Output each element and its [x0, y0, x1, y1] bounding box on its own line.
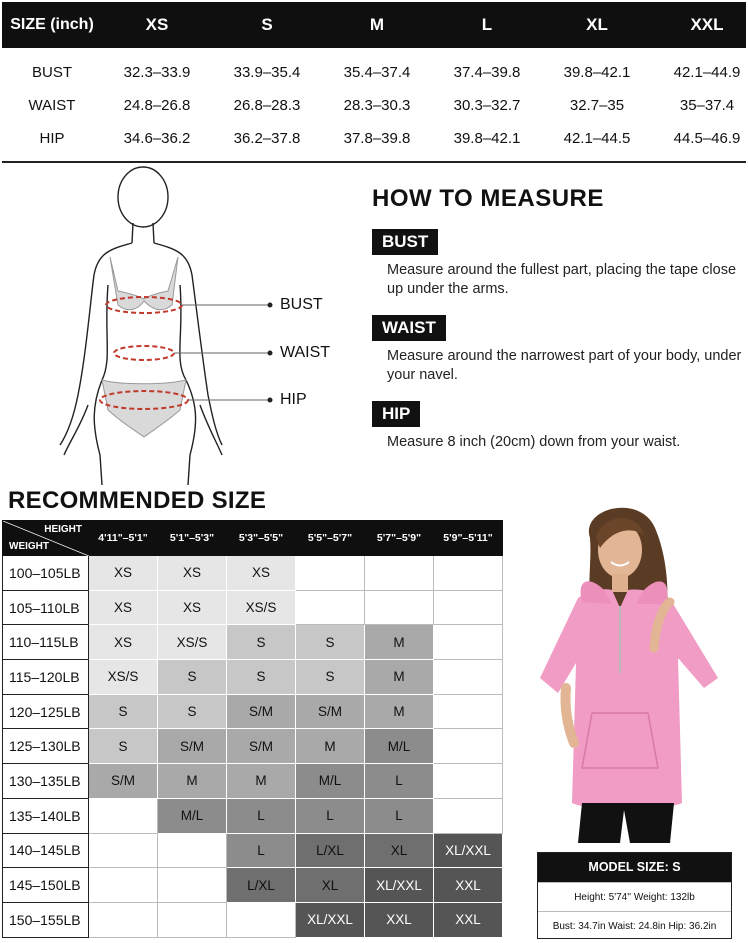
- model-photo: [520, 498, 745, 843]
- size-cell: 32.7–35: [569, 97, 625, 114]
- size-row-label: BUST: [31, 64, 72, 81]
- weight-row: [3, 660, 503, 695]
- size-recommendation-cell: XS: [158, 556, 227, 591]
- figure-label-bust: BUST: [280, 296, 323, 313]
- recommended-size-title: RECOMMENDED SIZE: [8, 487, 267, 514]
- size-recommendation-cell: L: [296, 798, 365, 833]
- size-recommendation-cell: S: [89, 729, 158, 764]
- size-cell: 24.8–26.8: [123, 97, 191, 114]
- weight-row: [3, 694, 503, 729]
- size-cell: 42.1–44.5: [563, 130, 631, 147]
- size-recommendation-cell: S: [227, 625, 296, 660]
- size-row-label: HIP: [39, 130, 65, 147]
- size-recommendation-cell: [158, 833, 227, 868]
- size-recommendation-cell: L/XL: [296, 833, 365, 868]
- size-row-bust: [2, 56, 746, 89]
- size-header-xxl: XXL: [690, 15, 724, 34]
- size-recommendation-cell: [434, 798, 503, 833]
- size-recommendation-cell: [89, 833, 158, 868]
- size-row-hip: [2, 122, 746, 155]
- size-cell: 39.8–42.1: [563, 64, 631, 81]
- size-recommendation-cell: XS/S: [158, 625, 227, 660]
- size-cell: 28.3–30.3: [343, 97, 411, 114]
- weight-label: 120–125LB: [3, 694, 89, 729]
- size-recommendation-cell: XL/XXL: [296, 902, 365, 937]
- size-recommendation-cell: XXL: [365, 902, 434, 937]
- height-header: 5'7"–5'9": [365, 521, 434, 556]
- size-recommendation-cell: S/M: [296, 694, 365, 729]
- weight-label: 100–105LB: [3, 556, 89, 591]
- size-recommendation-cell: XXL: [434, 868, 503, 903]
- size-recommendation-cell: [89, 902, 158, 937]
- weight-row: [3, 798, 503, 833]
- size-recommendation-cell: [227, 902, 296, 937]
- size-cell: 36.2–37.8: [233, 130, 301, 147]
- how-to-measure-section: [372, 185, 742, 452]
- recommended-header-row: [3, 521, 503, 556]
- weight-label: 135–140LB: [3, 798, 89, 833]
- size-cell: 37.4–39.8: [453, 64, 521, 81]
- size-recommendation-cell: S: [158, 694, 227, 729]
- size-header-label: SIZE (inch): [10, 16, 94, 33]
- weight-label: 145–150LB: [3, 868, 89, 903]
- weight-row: [3, 902, 503, 937]
- weight-row: [3, 764, 503, 799]
- size-recommendation-cell: XS: [89, 590, 158, 625]
- weight-label: 110–115LB: [3, 625, 89, 660]
- size-table-header: [2, 2, 746, 48]
- size-recommendation-cell: XL: [296, 868, 365, 903]
- size-row-waist: [2, 89, 746, 122]
- size-recommendation-cell: M/L: [158, 798, 227, 833]
- corner-weight-label: WEIGHT: [9, 541, 49, 552]
- how-to-measure-title: HOW TO MEASURE: [372, 185, 604, 212]
- size-recommendation-cell: [434, 764, 503, 799]
- size-cell: 42.1–44.9: [673, 64, 741, 81]
- weight-label: 130–135LB: [3, 764, 89, 799]
- size-recommendation-cell: [434, 625, 503, 660]
- size-header-s: S: [261, 15, 273, 34]
- size-recommendation-cell: L/XL: [227, 868, 296, 903]
- size-recommendation-cell: S/M: [227, 729, 296, 764]
- bust-tag: BUST: [372, 229, 438, 255]
- figure-label-hip: HIP: [280, 391, 307, 408]
- size-header-m: M: [369, 15, 385, 34]
- weight-row: [3, 868, 503, 903]
- size-recommendation-cell: L: [365, 764, 434, 799]
- height-weight-corner: [3, 521, 89, 556]
- size-recommendation-cell: S: [158, 660, 227, 695]
- height-header: 5'1"–5'3": [158, 521, 227, 556]
- size-recommendation-cell: XL/XXL: [365, 868, 434, 903]
- height-header: 4'11"–5'1": [89, 521, 158, 556]
- size-header-xs: XS: [145, 15, 169, 34]
- size-row-label: WAIST: [28, 97, 76, 114]
- weight-row: [3, 556, 503, 591]
- size-recommendation-cell: [89, 868, 158, 903]
- size-recommendation-cell: [434, 660, 503, 695]
- size-recommendation-cell: [158, 868, 227, 903]
- size-cell: 32.3–33.9: [123, 64, 191, 81]
- size-recommendation-cell: L: [227, 798, 296, 833]
- size-recommendation-cell: M: [365, 625, 434, 660]
- size-cell: 44.5–46.9: [673, 130, 741, 147]
- size-recommendation-cell: M: [158, 764, 227, 799]
- size-cell: 26.8–28.3: [233, 97, 301, 114]
- weight-row: [3, 625, 503, 660]
- size-recommendation-cell: M/L: [296, 764, 365, 799]
- size-recommendation-cell: S: [227, 660, 296, 695]
- size-recommendation-cell: M/L: [365, 729, 434, 764]
- model-measurements: Bust: 34.7in Waist: 24.8in Hip: 36.2in: [538, 911, 731, 940]
- size-recommendation-cell: L: [227, 833, 296, 868]
- bust-description: Measure around the fullest part, placing the tape close up under the arms.: [387, 262, 737, 297]
- weight-label: 125–130LB: [3, 729, 89, 764]
- height-header: 5'5"–5'7": [296, 521, 365, 556]
- size-recommendation-cell: XL: [365, 833, 434, 868]
- size-recommendation-cell: M: [365, 660, 434, 695]
- body-measurement-figure: [40, 165, 340, 485]
- size-table-body: [2, 48, 746, 163]
- size-recommendation-cell: [365, 556, 434, 591]
- size-recommendation-cell: [296, 590, 365, 625]
- size-recommendation-cell: XS: [89, 556, 158, 591]
- size-recommendation-cell: [434, 729, 503, 764]
- size-cell: 35.4–37.4: [343, 64, 411, 81]
- size-header-xl: XL: [586, 15, 608, 34]
- weight-row: [3, 590, 503, 625]
- size-recommendation-cell: [365, 590, 434, 625]
- weight-row: [3, 833, 503, 868]
- size-recommendation-cell: M: [227, 764, 296, 799]
- size-recommendation-cell: [434, 556, 503, 591]
- size-recommendation-cell: XS/S: [227, 590, 296, 625]
- size-header-l: L: [481, 15, 493, 34]
- weight-label: 105–110LB: [3, 590, 89, 625]
- size-recommendation-cell: [158, 902, 227, 937]
- size-cell: 37.8–39.8: [343, 130, 411, 147]
- size-cell: 33.9–35.4: [233, 64, 301, 81]
- size-recommendation-cell: S/M: [158, 729, 227, 764]
- size-recommendation-cell: XXL: [434, 902, 503, 937]
- height-header: 5'9"–5'11": [434, 521, 503, 556]
- size-recommendation-cell: [434, 590, 503, 625]
- size-recommendation-cell: XS: [227, 556, 296, 591]
- size-cell: 39.8–42.1: [453, 130, 521, 147]
- model-height-weight: Height: 5'74'' Weight: 132lb: [538, 882, 731, 911]
- size-recommendation-cell: S/M: [227, 694, 296, 729]
- weight-label: 140–145LB: [3, 833, 89, 868]
- size-recommendation-cell: XS: [89, 625, 158, 660]
- waist-tag: WAIST: [372, 315, 446, 341]
- weight-row: [3, 729, 503, 764]
- size-cell: 34.6–36.2: [123, 130, 191, 147]
- size-recommendation-cell: L: [365, 798, 434, 833]
- hip-tag: HIP: [372, 401, 420, 427]
- size-recommendation-cell: S: [89, 694, 158, 729]
- size-recommendation-cell: XL/XXL: [434, 833, 503, 868]
- hip-description: Measure 8 inch (20cm) down from your waist.: [387, 434, 681, 450]
- size-recommendation-cell: [296, 556, 365, 591]
- figure-label-waist: WAIST: [280, 344, 331, 361]
- height-header: 5'3"–5'5": [227, 521, 296, 556]
- body-outline-illustration: [40, 165, 340, 485]
- corner-height-label: HEIGHT: [44, 524, 82, 535]
- weight-label: 150–155LB: [3, 902, 89, 937]
- size-recommendation-cell: S: [296, 625, 365, 660]
- model-size-title: MODEL SIZE: S: [538, 853, 731, 882]
- waist-description: Measure around the narrowest part of your body, under your navel.: [387, 348, 742, 383]
- model-illustration: [520, 498, 745, 843]
- size-recommendation-cell: XS/S: [89, 660, 158, 695]
- size-recommendation-cell: M: [365, 694, 434, 729]
- size-recommendation-cell: XS: [158, 590, 227, 625]
- size-recommendation-cell: S/M: [89, 764, 158, 799]
- size-recommendation-cell: M: [296, 729, 365, 764]
- size-recommendation-cell: [434, 694, 503, 729]
- size-cell: 35–37.4: [679, 97, 735, 114]
- model-size-card: [537, 852, 732, 939]
- size-recommendation-cell: S: [296, 660, 365, 695]
- weight-label: 115–120LB: [3, 660, 89, 695]
- recommended-size-table: [2, 520, 503, 938]
- size-cell: 30.3–32.7: [453, 97, 521, 114]
- size-recommendation-cell: [89, 798, 158, 833]
- size-table: [2, 2, 746, 163]
